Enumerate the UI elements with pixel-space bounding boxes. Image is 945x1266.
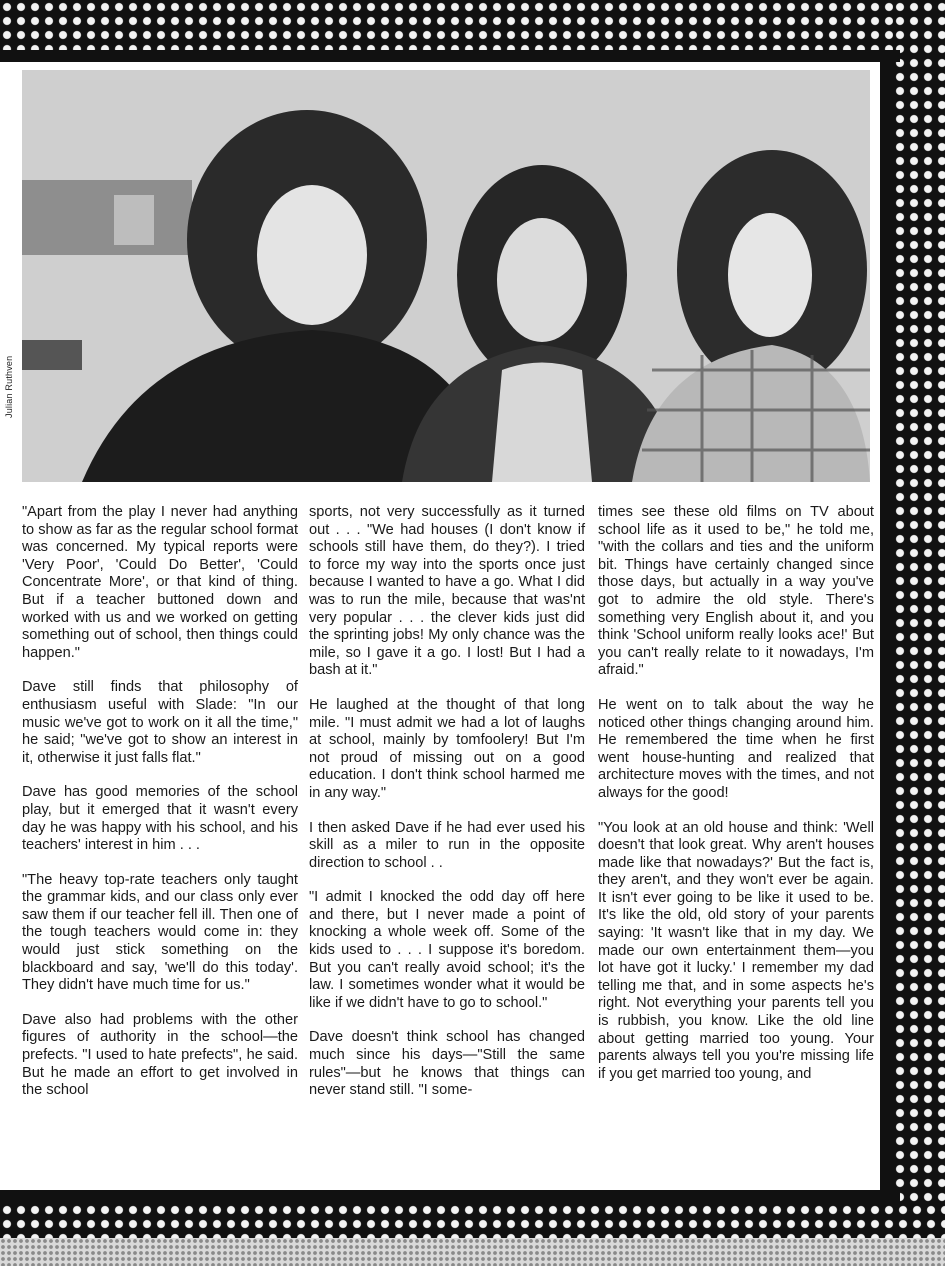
dotted-border-top (0, 0, 945, 50)
magazine-page (0, 62, 880, 1190)
paragraph: times see these old films on TV about school life as it used to be," he told me, "with the collars and ties and the uniform bit. Things have certainly changed since those days, but actually in a way you've got to admire the old style. There's something very English about it, and you think 'School uniform really looks ace!' But you can't really relate to it nowadays, I'm afraid." (598, 504, 874, 679)
frame-line-right (880, 50, 894, 1203)
paragraph: I then asked Dave if he had ever used his skill as a miler to run in the opposite direction to school . . (309, 819, 585, 871)
paragraph: "You look at an old house and think: 'Well doesn't that look great. Why aren't houses made like that nowadays?' But the fact is, they aren't, and they won't ever be again. It isn't ever going to be like it used to be. It's like the old, old story of your parents saying: 'It wasn't like that in my day. We made our own entertainment them—you lot have got it lucky.' I remember my dad telling me that, and in some aspects he's right. Not everything your parents tell you is rubbish, you know. Like the old line about getting married too young. Your parents always tell you you're missing life if you get married too young, and (598, 819, 874, 1082)
paragraph: Dave doesn't think school has changed much since his days—"Still the same rules"—but he knows that things can never stand still. "I some- (309, 1029, 585, 1099)
article-column-2 (309, 504, 585, 1117)
dotted-border-right (893, 0, 945, 1266)
paragraph: Dave also had problems with the other figures of authority in the school—the prefects. "I used to hate prefects", he said. But he made an effort to get involved in the school (22, 1011, 298, 1099)
paragraph: He laughed at the thought of that long mile. "I must admit we had a lot of laughs at school, mainly by tomfoolery! But I'm not proud of missing out on a good education. I don't think school harmed me in any way." (309, 696, 585, 801)
band-photo-illustration (22, 70, 870, 482)
paragraph: Dave still finds that philosophy of enthusiasm useful with Slade: "In our music we've got to work on it all the time," he said; "we've got to show an interest in it, otherwise it just falls flat." (22, 679, 298, 766)
frame-line-bottom (0, 1190, 900, 1203)
article-column-3 (598, 504, 874, 1100)
photo-credit: Julian Ruthven (4, 355, 14, 418)
halftone-strip-bottom (0, 1238, 945, 1266)
frame-line-top (0, 50, 900, 62)
paragraph: "Apart from the play I never had anything to show as far as the regular school format was concerned. My typical reports were 'Very Poor', 'Could Do Better', 'Could Concentrate More', or that kind of thing. But if a teacher buttoned down and worked with us and we worked on getting something out of school, then things could happen." (22, 504, 298, 661)
paragraph: "The heavy top-rate teachers only taught the grammar kids, and our class only ever saw them if our teacher fell ill. Then one of the tough teachers would come in: they would just stick something on the blackboard and say, 'we'll do this today'. They didn't have much time for us." (22, 871, 298, 994)
paragraph: Dave has good memories of the school play, but it emerged that it wasn't every day he was happy with his school, and his teachers' interest in him . . . (22, 784, 298, 854)
article-column-1 (22, 504, 298, 1117)
band-photo (22, 70, 870, 482)
paragraph: sports, not very successfully as it turned out . . . "We had houses (I don't know if schools still have them, do they?). I tried to force my way into the sports once just because I wanted to have a go. What I did was to run the mile, because that was'nt very popular . . . the clever kids just did the sprinting jobs! My only chance was the mile, so I gave it a go. I lost! But I had a bash at it." (309, 504, 585, 679)
paragraph: He went on to talk about the way he noticed other things changing around him. He remembered the time when he first went house-hunting and realized that architecture moves with the times, and not always for the good! (598, 696, 874, 801)
paragraph: "I admit I knocked the odd day off here and there, but I never made a point of knocking a whole week off. Some of the kids used to . . . I suppose it's boredom. But you can't really avoid school; it's the law. I sometimes wonder what it would be like if we didn't have to go to school." (309, 889, 585, 1011)
